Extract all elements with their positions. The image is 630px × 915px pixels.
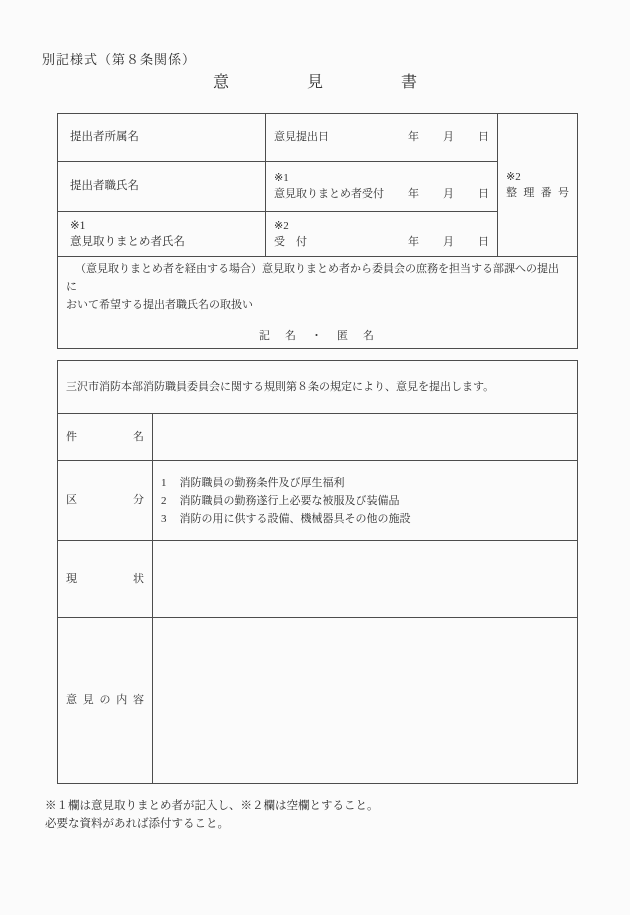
category-option-text: 消防の用に供する設備、機械器具その他の施設	[179, 512, 411, 525]
routing-note-line2: おいて希望する提出者職氏名の取扱い	[66, 299, 253, 311]
table-row	[58, 461, 578, 541]
reference-number-cell[interactable]	[498, 114, 578, 257]
day-label: 日	[478, 131, 489, 143]
date-units	[408, 234, 489, 251]
coordinator-name-label: 意見取りまとめ者氏名	[70, 235, 185, 248]
subject-label: 件名	[66, 430, 144, 443]
submitter-affiliation-label: 提出者所属名	[70, 131, 139, 143]
category-option-number: 2	[161, 494, 167, 507]
category-option-number: 1	[161, 476, 167, 489]
coordinator-name-marker: ※1	[70, 219, 86, 232]
table-row	[58, 114, 578, 162]
category-option-number: 3	[161, 512, 167, 525]
year-label: 年	[408, 131, 419, 143]
receipt-cell[interactable]	[266, 212, 498, 257]
day-label: 日	[478, 235, 489, 248]
category-option-text: 消防職員の勤務遂行上必要な被服及び装備品	[179, 494, 400, 507]
submitter-name-label: 提出者職氏名	[70, 180, 139, 192]
opinion-input-cell[interactable]	[153, 618, 578, 784]
receipt-label: 受 付	[274, 235, 307, 248]
routing-note-line1: （意見取りまとめ者を経由する場合）意見取りまとめ者から委員会の庶務を担当する部課への提出に	[66, 263, 559, 293]
opinion-detail-table	[57, 360, 578, 784]
footnote-line2: 必要な資料があれば添付すること。	[45, 818, 229, 830]
opinion-label-cell	[58, 618, 153, 784]
footnotes	[45, 797, 379, 833]
year-label: 年	[408, 188, 419, 200]
category-option-2	[161, 492, 569, 510]
opinion-label: 意見の内容	[66, 694, 144, 706]
name-anonymous-choice[interactable]: 記 名 ・ 匿 名	[259, 330, 376, 342]
category-label-cell	[58, 461, 153, 541]
submission-date-label: 意見提出日	[274, 131, 329, 143]
current-state-input-cell[interactable]	[153, 541, 578, 618]
coordinator-receipt-marker: ※1	[274, 172, 289, 184]
document-title: 意見書	[212, 74, 495, 91]
category-option-text: 消防職員の勤務条件及び厚生福利	[179, 476, 345, 489]
current-state-label: 現状	[66, 572, 144, 585]
table-row	[58, 257, 578, 349]
form-reference-label: 別記様式（第８条関係）	[42, 52, 197, 67]
category-option-1	[161, 474, 569, 492]
table-row	[58, 361, 578, 414]
coordinator-receipt-label: 意見取りまとめ者受付	[274, 188, 384, 200]
current-state-label-cell	[58, 541, 153, 618]
date-units	[408, 186, 489, 203]
receipt-marker: ※2	[274, 219, 289, 232]
routing-note-cell	[58, 257, 578, 349]
month-label: 月	[443, 131, 454, 143]
coordinator-receipt-cell[interactable]	[266, 162, 498, 212]
category-option-3	[161, 510, 569, 528]
submission-date-cell[interactable]	[266, 114, 498, 162]
category-options-cell[interactable]	[153, 461, 578, 541]
subject-label-cell	[58, 414, 153, 461]
footnote-line1: ※１欄は意見取りまとめ者が記入し、※２欄は空欄とすること。	[45, 800, 379, 812]
subject-input-cell[interactable]	[153, 414, 578, 461]
day-label: 日	[478, 188, 489, 200]
statement-text: 三沢市消防本部消防職員委員会に関する規則第８条の規定により、意見を提出します。	[66, 380, 495, 393]
year-label: 年	[408, 235, 419, 248]
submitter-affiliation-cell[interactable]	[58, 114, 266, 162]
submitter-info-table	[57, 113, 578, 349]
submitter-name-cell[interactable]	[58, 162, 266, 212]
table-row	[58, 414, 578, 461]
month-label: 月	[443, 235, 454, 248]
date-units	[408, 129, 489, 146]
statement-cell	[58, 361, 578, 414]
reference-number-label: 整理番号	[506, 186, 569, 199]
coordinator-name-cell[interactable]	[58, 212, 266, 257]
month-label: 月	[443, 188, 454, 200]
table-row	[58, 618, 578, 784]
table-row	[58, 541, 578, 618]
category-label: 区分	[66, 494, 144, 506]
reference-number-marker: ※2	[506, 170, 521, 183]
